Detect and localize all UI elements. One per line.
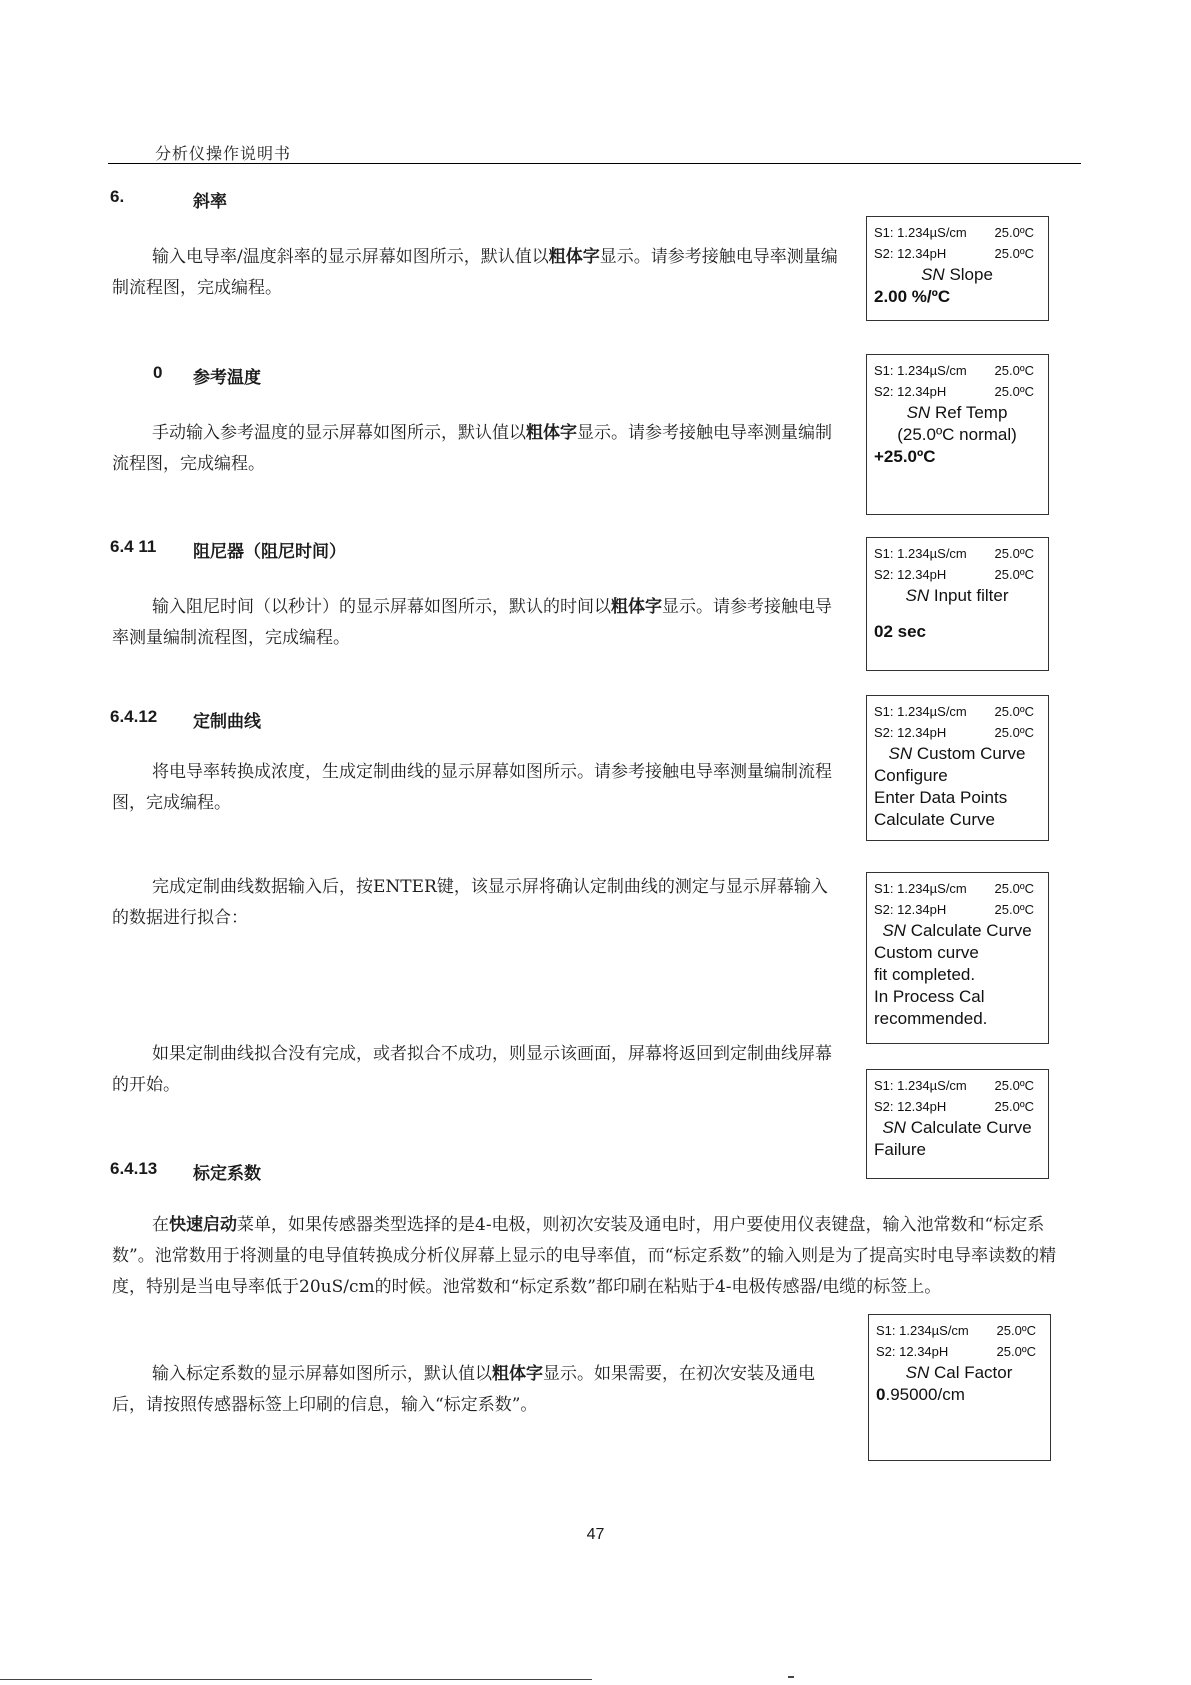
section-title: 标定系数	[193, 1164, 261, 1184]
paragraph-cal-factor-intro: 在快速启动菜单，如果传感器类型选择的是4-电极，则初次安装及通电时，用户要使用仪表键盘，输入池常数和“标定系数”。池常数用于将测量的电导值转换成分析仪屏幕上显示的电导率值，而“标定系数”的输入则是为了提高实时电导率读数的精度，特别是当电导率低于20uS/cm的时候。池常数和“标定系数”都印刷在粘贴于4-电极传感器/电缆的标签上。	[112, 1215, 1057, 1297]
section-number: 6.	[110, 187, 125, 206]
status-line-s1: S1: 1.234µS/cm 25.0ºC	[874, 225, 1034, 240]
lcd-screen-calculate-ok	[866, 872, 1049, 1044]
screen-note: (25.0ºC normal)	[897, 425, 1017, 444]
status-line-s2: S2: 12.34pH 25.0ºC	[874, 246, 1034, 261]
message-line: fit completed.	[874, 965, 976, 984]
section-title: 斜率	[193, 192, 227, 212]
status-line-s2: S2: 12.34pH 25.0ºC	[874, 902, 1034, 917]
menu-item-configure: Configure	[874, 766, 948, 785]
status-line-s2: S2: 12.34pH 25.0ºC	[874, 384, 1034, 399]
message-line: Custom curve	[874, 943, 979, 962]
screen-title: SN Input filter	[905, 586, 1009, 605]
section-number: 6.4.13	[110, 1159, 158, 1178]
screen-title: SN Custom Curve	[888, 744, 1026, 763]
default-value: 2.00 %/ºC	[874, 287, 951, 306]
section-title: 定制曲线	[193, 712, 261, 732]
paragraph-curve-failure: 如果定制曲线拟合没有完成，或者拟合不成功，则显示该画面，屏幕将返回到定制曲线屏幕的开始。	[112, 1044, 832, 1095]
status-line-s1: S1: 1.234µS/cm 25.0ºC	[874, 704, 1034, 719]
section-number: 0	[153, 363, 163, 382]
footer-rule	[0, 1679, 592, 1680]
screen-title: SN Calculate Curve	[882, 1118, 1032, 1137]
lcd-screen-custom-curve	[866, 695, 1049, 841]
lcd-screen-ref-temp	[866, 354, 1049, 515]
paragraph-ref-temp: 手动输入参考温度的显示屏幕如图所示，默认值以粗体字显示。请参考接触电导率测量编制流程图，完成编程。	[112, 423, 832, 474]
status-line-s2: S2: 12.34pH 25.0ºC	[874, 725, 1034, 740]
paragraph-curve-fit: 完成定制曲线数据输入后，按ENTER键，该显示屏将确认定制曲线的测定与显示屏幕输入的数据进行拟合：	[112, 877, 828, 928]
header-rule	[108, 163, 1081, 164]
default-value: 02 sec	[874, 622, 926, 641]
lcd-screen-calculate-failure	[866, 1069, 1049, 1179]
default-value: +25.0ºC	[874, 447, 936, 466]
footer-mark	[788, 1676, 794, 1678]
default-value: 0.95000/cm	[876, 1385, 965, 1404]
lcd-screen-cal-factor	[868, 1314, 1051, 1461]
status-line-s1: S1: 1.234µS/cm 25.0ºC	[874, 1078, 1034, 1093]
paragraph-slope: 输入电导率/温度斜率的显示屏幕如图所示，默认值以粗体字显示。请参考接触电导率测量编制流程图，完成编程。	[112, 247, 838, 298]
screen-title: SN Ref Temp	[906, 403, 1008, 422]
section-number: 6.4 11	[110, 537, 157, 556]
screen-title: SN Calculate Curve	[882, 921, 1032, 940]
status-line-s1: S1: 1.234µS/cm 25.0ºC	[874, 546, 1034, 561]
paragraph-custom-curve: 将电导率转换成浓度，生成定制曲线的显示屏幕如图所示。请参考接触电导率测量编制流程图，完成编程。	[112, 762, 832, 813]
status-line-s1: S1: 1.234µS/cm 25.0ºC	[876, 1323, 1036, 1338]
running-title: 分析仪操作说明书	[155, 144, 292, 163]
status-line-s1: S1: 1.234µS/cm 25.0ºC	[874, 881, 1034, 896]
status-line-s1: S1: 1.234µS/cm 25.0ºC	[874, 363, 1034, 378]
section-title: 参考温度	[193, 368, 261, 388]
section-number: 6.4.12	[110, 707, 158, 726]
page-number: 47	[586, 1526, 605, 1543]
screen-title: SN Slope	[921, 265, 993, 284]
status-line-s2: S2: 12.34pH 25.0ºC	[876, 1344, 1036, 1359]
lcd-screen-input-filter	[866, 537, 1049, 671]
message-line: recommended.	[874, 1009, 988, 1028]
status-line-s2: S2: 12.34pH 25.0ºC	[874, 1099, 1034, 1114]
message-line: Failure	[874, 1140, 926, 1159]
menu-item-enter-data-points: Enter Data Points	[874, 788, 1008, 807]
menu-item-calculate-curve: Calculate Curve	[874, 810, 995, 829]
paragraph-cal-factor-entry: 输入标定系数的显示屏幕如图所示，默认值以粗体字显示。如果需要，在初次安装及通电后，请按照传感器标签上印刷的信息，输入“标定系数”。	[112, 1364, 815, 1415]
message-line: In Process Cal	[874, 987, 985, 1006]
status-line-s2: S2: 12.34pH 25.0ºC	[874, 567, 1034, 582]
lcd-screen-slope	[866, 216, 1049, 321]
section-title: 阻尼器（阻尼时间）	[193, 542, 346, 562]
screen-title: SN Cal Factor	[905, 1363, 1013, 1382]
paragraph-damping: 输入阻尼时间（以秒计）的显示屏幕如图所示，默认的时间以粗体字显示。请参考接触电导率测量编制流程图，完成编程。	[112, 597, 832, 648]
